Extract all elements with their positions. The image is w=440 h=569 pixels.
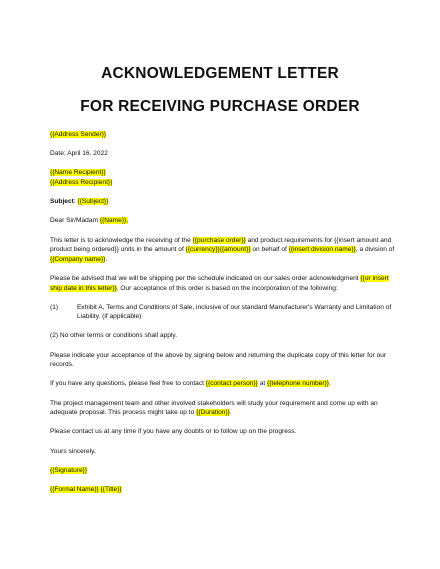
para1-text-a: This letter is to acknowledge the receiving of the [50, 236, 193, 244]
contact-person-placeholder: {{contact person}} [205, 380, 258, 388]
para1-text-i: . [105, 255, 108, 263]
name-recipient-placeholder: {{Name Recipient}} [50, 169, 106, 177]
address-sender-placeholder: {{Address Sender}} [50, 131, 107, 138]
para4-text-c: at [257, 380, 268, 388]
salutation-text: Dear Sir/Madam [50, 217, 100, 225]
duration-placeholder: {{Duration}} [196, 409, 230, 417]
list-item-1-text: Exhibit A, Terms and Conditions of Sale, inclusive of our standard Manufacturer's Warranty and Limitation of Liability. (if applicable) [77, 303, 392, 321]
paragraph-shipping [50, 274, 395, 293]
salutation [50, 216, 395, 226]
list-item-1 [50, 303, 395, 322]
salutation-name-placeholder: {{Name}}, [99, 217, 129, 225]
list-item-2: (2) No other terms or conditions shall apply. [50, 332, 178, 340]
para1-text-c: and product requirements for {{insert amount and product being ordered}} units in the amount of [50, 236, 392, 254]
address-recipient-placeholder: {{Address Recipient}} [50, 178, 113, 186]
para2-text-c: . Our acceptance of this order is based on the incorporation of the following: [116, 284, 338, 292]
subject-line [50, 197, 395, 207]
paragraph-questions [50, 379, 395, 389]
currency-amount-placeholder: {{currency}}{{amount}} [185, 246, 251, 254]
para5-text-c: . [229, 409, 232, 417]
closing: Yours sincerely, [50, 447, 96, 455]
letter-body [50, 130, 395, 495]
paragraph-contact: Please contact us at any time if you have any doubts or to follow up on the progress. [50, 428, 297, 436]
para1-text-e: on behalf of [250, 246, 289, 254]
formal-name-title-placeholder: {{Formal Name}} {{Title}} [50, 485, 122, 493]
para2-text-a: Please be advised that we will be shipping per the schedule indicated on our sales order acknowledgment [50, 274, 361, 282]
paragraph-acceptance: Please indicate your acceptance of the above by signing below and returning the duplicate copy of this letter for our records. [50, 351, 387, 369]
para5-text-a: The project management team and other involved stakeholders will study your requirement and come up with an adequate proposal. This process might take up to [50, 399, 378, 417]
subject-placeholder: {{Subject}} [77, 198, 109, 206]
list-item-1-number: (1) [50, 303, 59, 311]
division-name-placeholder: {{insert division name}} [288, 246, 356, 254]
paragraph-project [50, 399, 395, 418]
company-name-placeholder: {{Company name}} [50, 255, 106, 263]
letter-date: Date: April 16, 2022 [50, 150, 108, 158]
telephone-number-placeholder: {{telephone number}} [267, 380, 329, 388]
subject-colon: : [73, 198, 78, 206]
paragraph-acknowledge [50, 236, 395, 265]
signature-placeholder: {{Signature}} [50, 466, 88, 474]
purchase-order-placeholder: {{purchase order}} [192, 236, 246, 244]
title-line-2: FOR RECEIVING PURCHASE ORDER [80, 98, 360, 115]
subject-label: Subject [50, 198, 74, 206]
para4-text-a: If you have any questions, please feel free to contact [50, 380, 206, 388]
para1-text-g: , a division of [355, 246, 395, 254]
para4-text-e: . [329, 380, 331, 388]
title-line-1: ACKNOWLEDGEMENT LETTER [101, 65, 339, 82]
ship-date-placeholder: {{or insert ship date in this letter}} [50, 274, 389, 292]
